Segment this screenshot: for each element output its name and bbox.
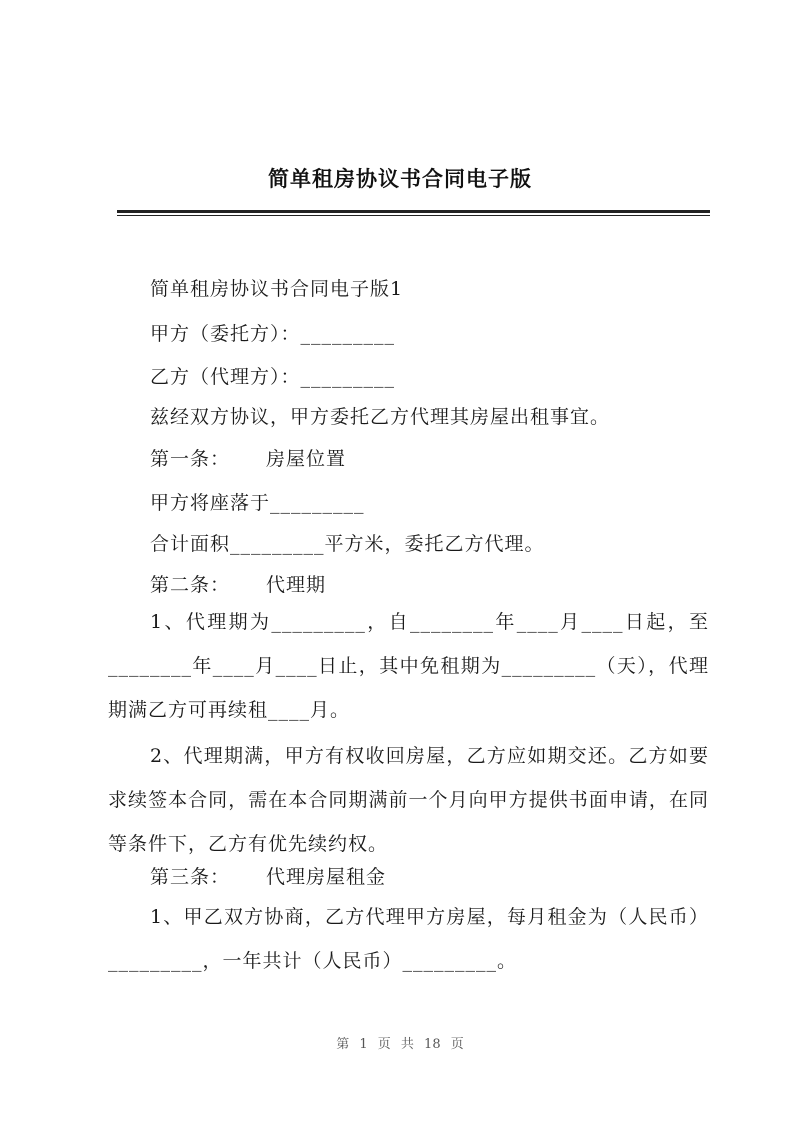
document-title: 简单租房协议书合同电子版	[268, 167, 532, 191]
title-divider-thin	[117, 215, 710, 216]
article-3-heading	[150, 862, 386, 889]
article-1-heading	[150, 444, 346, 471]
intro-line: 兹经双方协议，甲方委托乙方代理其房屋出租事宜。	[150, 406, 611, 428]
clause-3-1: 1、甲乙双方协商，乙方代理甲方房屋，每月租金为（人民币）_________，一年共计（人民币）_________。	[108, 906, 709, 972]
party-b-line: 乙方（代理方）：_________	[150, 366, 396, 388]
location-line: 甲方将座落于_________	[150, 492, 365, 514]
article-2-title: 代理期	[266, 574, 327, 596]
doc-name-line: 简单租房协议书合同电子版1	[150, 278, 404, 300]
party-a-line: 甲方（委托方）：_________	[150, 323, 396, 345]
article-2-heading	[150, 570, 326, 597]
article-1-label: 第一条：	[150, 448, 231, 470]
page-footer: 第 1 页 共 18 页	[336, 1037, 464, 1052]
clause-2-1: 1、代理期为_________，自________年____月____日起，至________年____月____日止，其中免租期为_________（天），代理期满乙方可再续租____月。	[108, 611, 709, 721]
article-3-label: 第三条：	[150, 866, 231, 888]
area-line: 合计面积_________平方米，委托乙方代理。	[150, 533, 545, 555]
clause-2-2: 2、代理期满，甲方有权收回房屋，乙方应如期交还。乙方如要求续签本合同，需在本合同期满前一个月向甲方提供书面申请，在同等条件下，乙方有优先续约权。	[108, 745, 709, 855]
title-divider	[117, 210, 710, 213]
article-3-title: 代理房屋租金	[266, 866, 387, 888]
article-1-title: 房屋位置	[266, 448, 347, 470]
article-2-label: 第二条：	[150, 574, 231, 596]
